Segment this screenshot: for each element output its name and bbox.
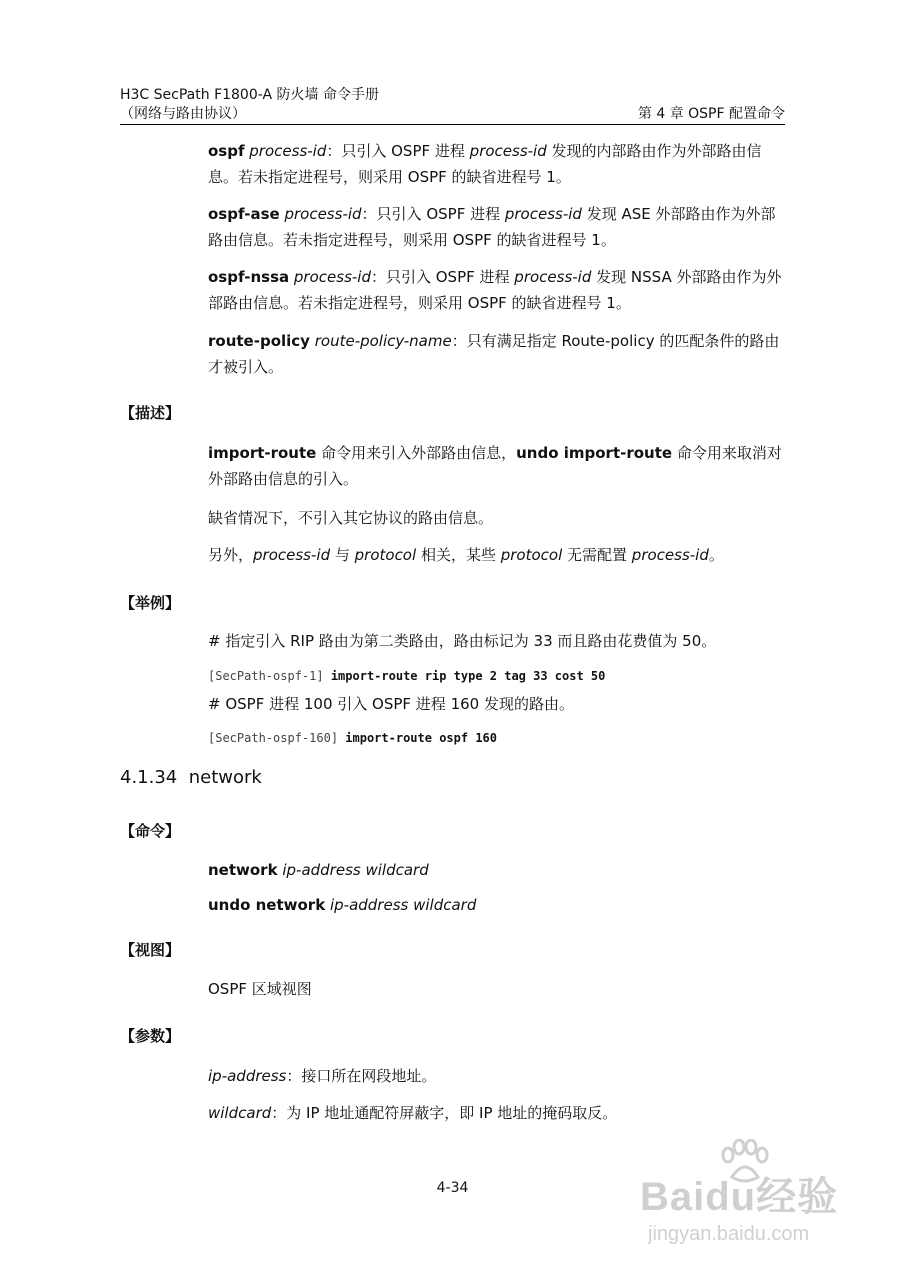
argument: ip-address — [208, 1067, 287, 1085]
keyword: undo network — [208, 896, 326, 914]
section-example-title: 【举例】 — [120, 594, 181, 612]
view-text: OSPF 区域视图 — [208, 980, 312, 998]
section-command-title: 【命令】 — [120, 822, 181, 840]
text: 发现 NSSA 外部路由作为外部路由信息。若未指定进程号，则采用 OSPF 的缺省进程号 1。 — [208, 268, 782, 312]
argument: process-id — [514, 268, 592, 286]
keyword: route-policy — [208, 332, 310, 350]
cli-prompt: [SecPath-ospf-1] — [208, 669, 324, 683]
keyword: import-route — [208, 444, 317, 462]
text: 与 — [330, 546, 355, 564]
text: 发现 ASE 外部路由作为外部路由信息。若未指定进程号，则采用 OSPF 的缺省进程号 1。 — [208, 205, 776, 249]
argument: process-id — [293, 268, 371, 286]
argument: ip-address wildcard — [282, 861, 429, 879]
section-name: network — [188, 767, 262, 788]
keyword: ospf-nssa — [208, 268, 290, 286]
text: 。 — [708, 546, 724, 564]
example-code-1 — [208, 667, 605, 685]
keyword: undo import-route — [516, 444, 673, 462]
cli-command: import-route ospf 160 — [345, 731, 497, 745]
example-note-1: # 指定引入 RIP 路由为第二类路由，路由标记为 33 而且路由花费值为 50。 — [208, 632, 717, 650]
param-ospf-nssa — [208, 264, 788, 316]
text: ：只引入 OSPF 进程 — [361, 205, 505, 223]
command-line-1 — [208, 857, 788, 883]
text: 无需配置 — [562, 546, 632, 564]
text: ：只引入 OSPF 进程 — [370, 268, 515, 286]
argument: process-id — [284, 205, 362, 223]
text: ：接口所在网段地址。 — [286, 1067, 437, 1085]
param-wildcard — [208, 1100, 788, 1126]
argument: process-id — [504, 205, 582, 223]
section-description-title: 【描述】 — [120, 404, 181, 422]
text: 相关，某些 — [416, 546, 501, 564]
header-title: H3C SecPath F1800-A 防火墙 命令手册 — [120, 87, 379, 103]
cli-prompt: [SecPath-ospf-160] — [208, 731, 339, 745]
section-number: 4.1.34 — [120, 767, 178, 788]
cli-command: import-route rip type 2 tag 33 cost 50 — [330, 669, 606, 683]
section-parameters-title: 【参数】 — [120, 1027, 181, 1045]
text: ：为 IP 地址通配符屏蔽字，即 IP 地址的掩码取反。 — [271, 1104, 618, 1122]
argument: process-id — [249, 142, 327, 160]
keyword: ospf-ase — [208, 205, 280, 223]
header-subtitle: （网络与路由协议） — [120, 106, 246, 122]
argument: ip-address wildcard — [329, 896, 477, 914]
page-number: 4-34 — [436, 1180, 469, 1196]
argument: protocol — [354, 546, 417, 564]
param-ospf-ase — [208, 201, 788, 253]
argument: wildcard — [208, 1104, 272, 1122]
param-route-policy — [208, 328, 788, 380]
section-view-title: 【视图】 — [120, 941, 181, 959]
text: 命令用来取消对外部路由信息的引入。 — [208, 444, 782, 488]
keyword: ospf — [208, 142, 245, 160]
example-code-2 — [208, 729, 497, 747]
keyword: network — [208, 861, 278, 879]
description-paragraph-1 — [208, 440, 788, 492]
description-paragraph-3 — [208, 542, 788, 568]
header-divider — [120, 124, 785, 125]
baidu-watermark — [640, 1135, 880, 1265]
param-ip-address — [208, 1063, 788, 1089]
text: 另外， — [208, 546, 254, 564]
command-line-2 — [208, 892, 788, 918]
watermark-logo: Baidu经验 — [640, 1175, 839, 1219]
section-heading — [120, 765, 262, 791]
text: 发现的内部路由作为外部路由信息。若未指定进程号，则采用 OSPF 的缺省进程号 1。 — [208, 142, 762, 186]
example-note-2: # OSPF 进程 100 引入 OSPF 进程 160 发现的路由。 — [208, 695, 574, 713]
argument: process-id — [631, 546, 709, 564]
argument: process-id — [253, 546, 331, 564]
text: 命令用来引入外部路由信息， — [316, 444, 517, 462]
header-chapter: 第 4 章 OSPF 配置命令 — [637, 106, 785, 122]
watermark-url: jingyan.baidu.com — [648, 1223, 810, 1245]
param-ospf — [208, 138, 788, 190]
text: ：只有满足指定 Route-policy 的匹配条件的路由才被引入。 — [208, 332, 780, 376]
argument: protocol — [500, 546, 563, 564]
text: ：只引入 OSPF 进程 — [326, 142, 470, 160]
description-paragraph-2: 缺省情况下，不引入其它协议的路由信息。 — [208, 509, 494, 527]
argument: route-policy-name — [314, 332, 452, 350]
argument: process-id — [469, 142, 547, 160]
